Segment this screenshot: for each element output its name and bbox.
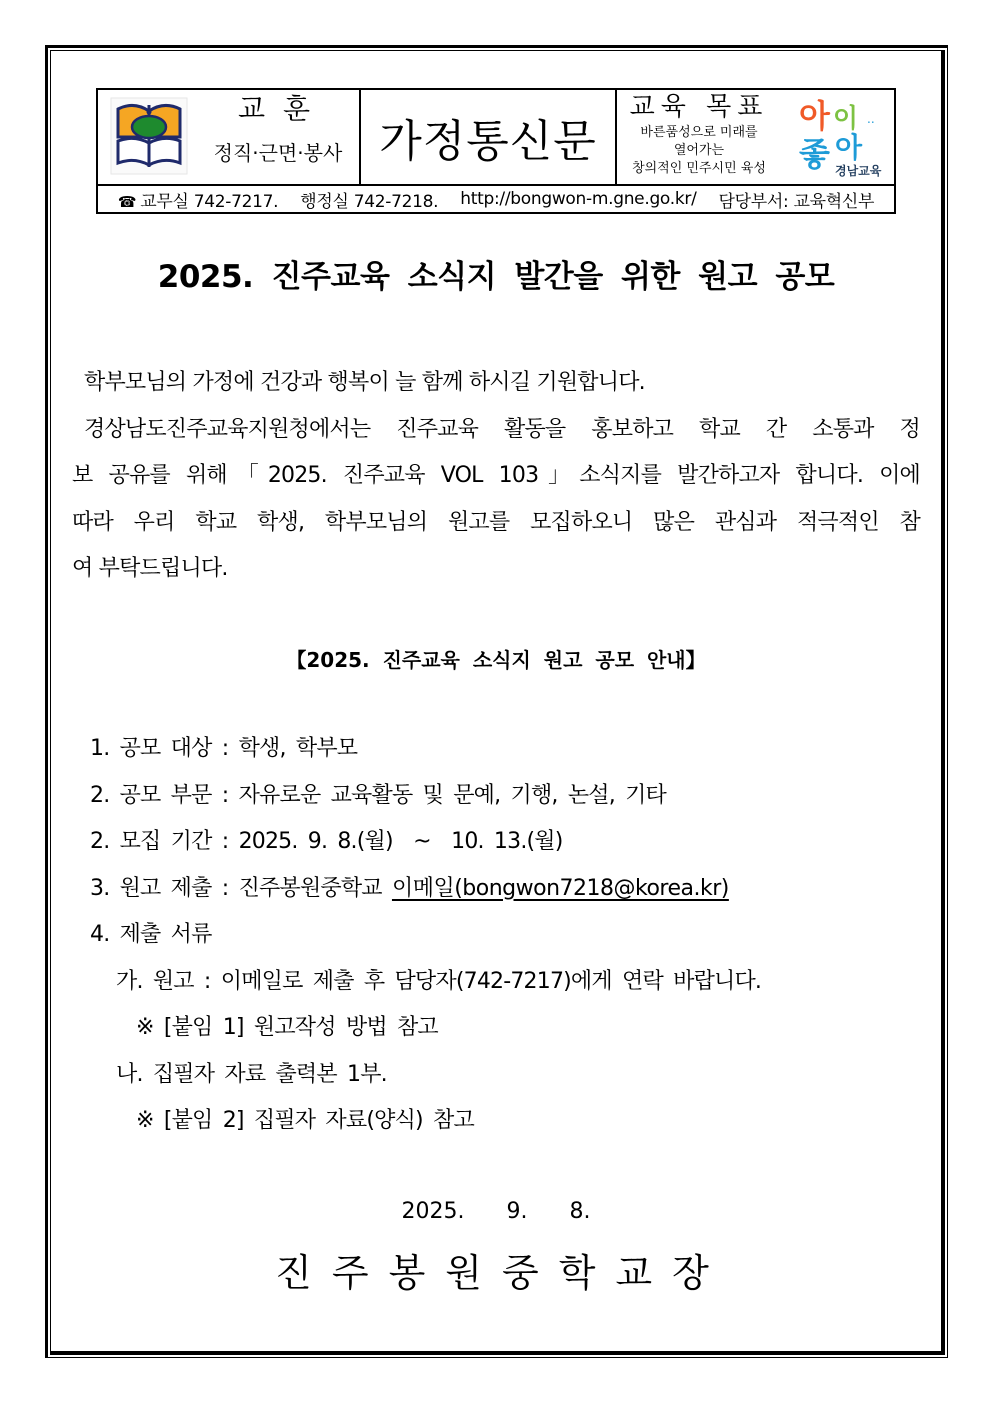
- school-emblem-icon: [110, 97, 188, 175]
- motto-text: 정직·근면·봉사: [213, 141, 343, 165]
- admin-office-phone: 행정실 742-7218.: [300, 191, 439, 212]
- page-border-inner: [50, 50, 945, 1355]
- announcement-line-1: 경상남도진주교육지원청에서는 진주교육 활동을 홍보하고 학교 간 소통과 정: [84, 416, 920, 442]
- info-item-period: 2. 모집 기간 : 2025. 9. 8.(월) ~ 10. 13.(월): [90, 829, 563, 854]
- letterhead-top-row: [98, 90, 894, 186]
- info-item-category: 2. 공모 부문 : 자유로운 교육활동 및 문예, 기행, 논설, 기타: [90, 782, 667, 808]
- newsletter-title: 가정통신문: [379, 116, 597, 167]
- svg-text:..: ..: [867, 112, 875, 126]
- email-link[interactable]: 이메일(bongwon7218@korea.kr): [391, 875, 729, 901]
- motto-label: 교훈: [237, 92, 329, 125]
- announcement-line-2: 보 공유를 위해「2025. 진주교육 VOL 103」소식지를 발간하고자 합니다. 이에: [72, 463, 920, 488]
- goal-line-2: 열어가는: [673, 143, 725, 158]
- greeting-paragraph: 학부모님의 가정에 건강과 행복이 늘 함께 하시길 기원합니다.: [84, 370, 645, 395]
- svg-text:이: 이: [833, 104, 859, 134]
- info-subitem-author-info: 나. 집필자 자료 출력본 1부.: [116, 1061, 387, 1087]
- goal-cell: [617, 90, 894, 184]
- title-cell: [361, 90, 617, 184]
- goal-text: [619, 124, 779, 178]
- teachers-office-text: 교무실 742-7217.: [140, 191, 279, 212]
- svg-text:경남교육: 경남교육: [835, 164, 882, 178]
- website-link[interactable]: http://bongwon-m.gne.go.kr/: [460, 189, 697, 209]
- letterhead-table: [96, 88, 896, 214]
- svg-text:좋: 좋: [799, 135, 830, 173]
- phone-icon: ☎: [117, 192, 137, 211]
- submission-label: 3. 원고 제출 : 진주봉원중학교: [90, 875, 392, 901]
- announcement-line-4: 여 부탁드립니다.: [72, 556, 228, 581]
- info-note-attachment-1: ※ [붙임 1] 원고작성 방법 참고: [136, 1015, 438, 1040]
- svg-text:아: 아: [835, 131, 863, 164]
- svg-text:아: 아: [799, 97, 830, 135]
- page-title: 2025. 진주교육 소식지 발간을 위한 원고 공모: [157, 259, 835, 295]
- info-subitem-manuscript: 가. 원고 : 이메일로 제출 후 담당자(742-7217)에게 연락 바랍니다.: [116, 968, 762, 994]
- page-border: [45, 45, 948, 1358]
- section-title: 【2025. 진주교육 소식지 원고 공모 안내】: [286, 648, 706, 672]
- goal-line-3: 창의적인 민주시민 육성: [632, 161, 766, 176]
- announcement-line-3: 따라 우리 학교 학생, 학부모님의 원고를 모집하오니 많은 관심과 적극적인 참: [72, 509, 920, 535]
- announcement-paragraph: [72, 407, 920, 593]
- principal-signature: 진주봉원중학교장: [275, 1251, 729, 1295]
- body-text: [72, 360, 920, 593]
- contest-info-list: [90, 726, 910, 1145]
- motto-cell: [98, 90, 361, 184]
- department-text: 담당부서: 교육혁신부: [718, 191, 875, 212]
- info-item-target: 1. 공모 대상 : 학생, 학부모: [90, 736, 358, 761]
- goal-label: 교육 목표: [629, 92, 769, 122]
- info-item-documents: 4. 제출 서류: [90, 922, 212, 947]
- teachers-office-phone: [118, 187, 278, 212]
- gyeongnam-education-logo-icon: [795, 93, 891, 179]
- info-item-submission: [90, 866, 910, 913]
- contact-row: [98, 186, 894, 212]
- issue-date: 2025. 9. 8.: [401, 1199, 591, 1224]
- info-note-attachment-2: ※ [붙임 2] 집필자 자료(양식) 참고: [136, 1108, 474, 1133]
- goal-line-1: 바른품성으로 미래를: [640, 125, 758, 140]
